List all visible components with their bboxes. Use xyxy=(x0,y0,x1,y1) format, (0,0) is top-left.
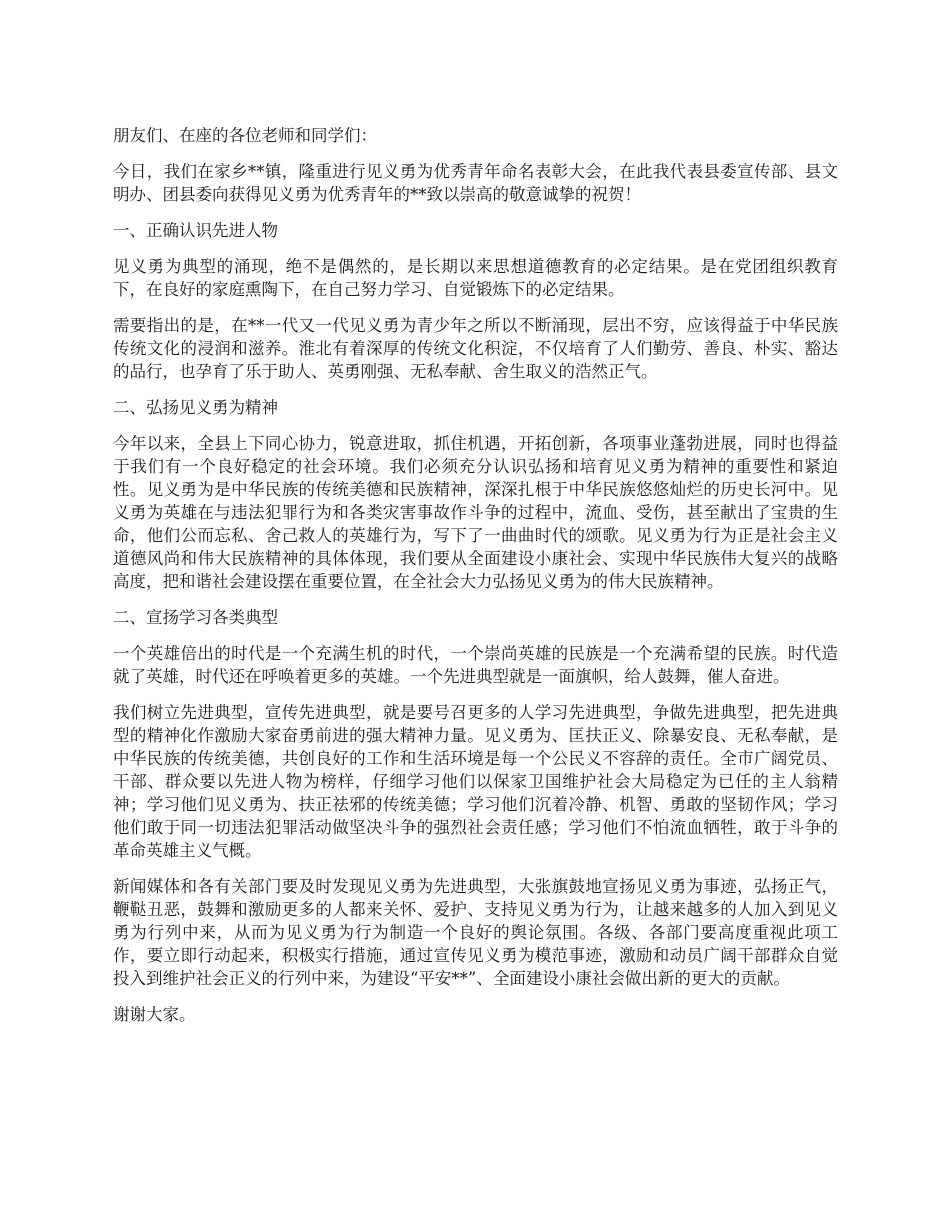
section-3-paragraph-3: 新闻媒体和各有关部门要及时发现见义勇为先进典型，大张旗鼓地宣扬见义勇为事迹，弘扬正气，鞭鞑丑恶，鼓舞和激励更多的人都来关怀、爱护、支持见义勇为行为，让越来越多的人加入到见义勇为行列中来，从而为见义勇为行为制造一个良好的舆论氛围。各级、各部门要高度重视此项工作，要立即行动起来，积极实行措施，通过宣传见义勇为模范事迹，激励和动员广阔干部群众自觉投入到维护社会正义的行列中来，为建设“平安**”、全面建设小康社会做出新的更大的贡献。 xyxy=(113,877,838,988)
document-body xyxy=(113,124,838,1039)
section-1-paragraph-1: 见义勇为典型的涌现，绝不是偶然的，是长期以来思想道德教育的必定结果。是在党团组织教育下，在良好的家庭熏陶下，在自己努力学习、自觉锻炼下的必定结果。 xyxy=(113,257,838,299)
greeting: 朋友们、在座的各位老师和同学们： xyxy=(113,126,377,145)
section-3-paragraph-2: 我们树立先进典型，宣传先进典型，就是要号召更多的人学习先进典型，争做先进典型，把先进典型的精神化作激励大家奋勇前进的强大精神力量。见义勇为、匡扶正义、除暴安良、无私奉献，是中华民族的传统美德，共创良好的工作和生活环境是每一个公民义不容辞的责任。全市广阔党员、干部、群众要以先进人物为榜样，仔细学习他们以保家卫国维护社会大局稳定为已任的主人翁精神；学习他们见义勇为、扶正祛邪的传统美德；学习他们沉着冷静、机智、勇敢的坚韧作风；学习他们敢于同一切违法犯罪活动做坚决斗争的强烈社会责任感；学习他们不怕流血牺牲，敢于斗争的革命英雄主义气概。 xyxy=(113,703,838,860)
intro-paragraph: 今日，我们在家乡**镇，隆重进行见义勇为优秀青年命名表彰大会，在此我代表县委宣传部、县文明办、团县委向获得见义勇为优秀青年的**致以崇高的敬意诚挚的祝贺！ xyxy=(113,162,838,204)
section-3-paragraph-1: 一个英雄倍出的时代是一个充满生机的时代，一个崇尚英雄的民族是一个充满希望的民族。时代造就了英雄，时代还在呼唤着更多的英雄。一个先进典型就是一面旗帜，给人鼓舞，催人奋进。 xyxy=(113,644,838,686)
section-2-paragraph-1: 今年以来，全县上下同心协力，锐意进取，抓住机遇，开拓创新，各项事业蓬勃进展，同时也得益于我们有一个良好稳定的社会环境。我们必须充分认识弘扬和培育见义勇为精神的重要性和紧迫性。见义勇为是中华民族的传统美德和民族精神，深深扎根于中华民族悠悠灿烂的历史长河中。见义勇为英雄在与违法犯罪行为和各类灾害事故作斗争的过程中，流血、受伤，甚至献出了宝贵的生命，他们公而忘私、舍己救人的英雄行为，写下了一曲曲时代的颂歌。见义勇为行为正是社会主义道德风尚和伟大民族精神的具体体现，我们要从全面建设小康社会、实现中华民族伟大复兴的战略高度，把和谐社会建设摆在重要位置，在全社会大力弘扬见义勇为的伟大民族精神。 xyxy=(113,434,838,591)
section-1-paragraph-2: 需要指出的是，在**一代又一代见义勇为青少年之所以不断涌现，层出不穷，应该得益于中华民族传统文化的浸润和滋养。淮北有着深厚的传统文化积淀，不仅培育了人们勤劳、善良、朴实、豁达的品行，也孕育了乐于助人、英勇刚强、无私奉献、舍生取义的浩然正气。 xyxy=(113,316,838,381)
section-heading-3: 二、宣扬学习各类典型 xyxy=(113,608,278,627)
closing: 谢谢大家。 xyxy=(113,1005,196,1024)
section-heading-2: 二、弘扬见义勇为精神 xyxy=(113,398,278,417)
section-heading-1: 一、正确认识先进人物 xyxy=(113,221,278,240)
